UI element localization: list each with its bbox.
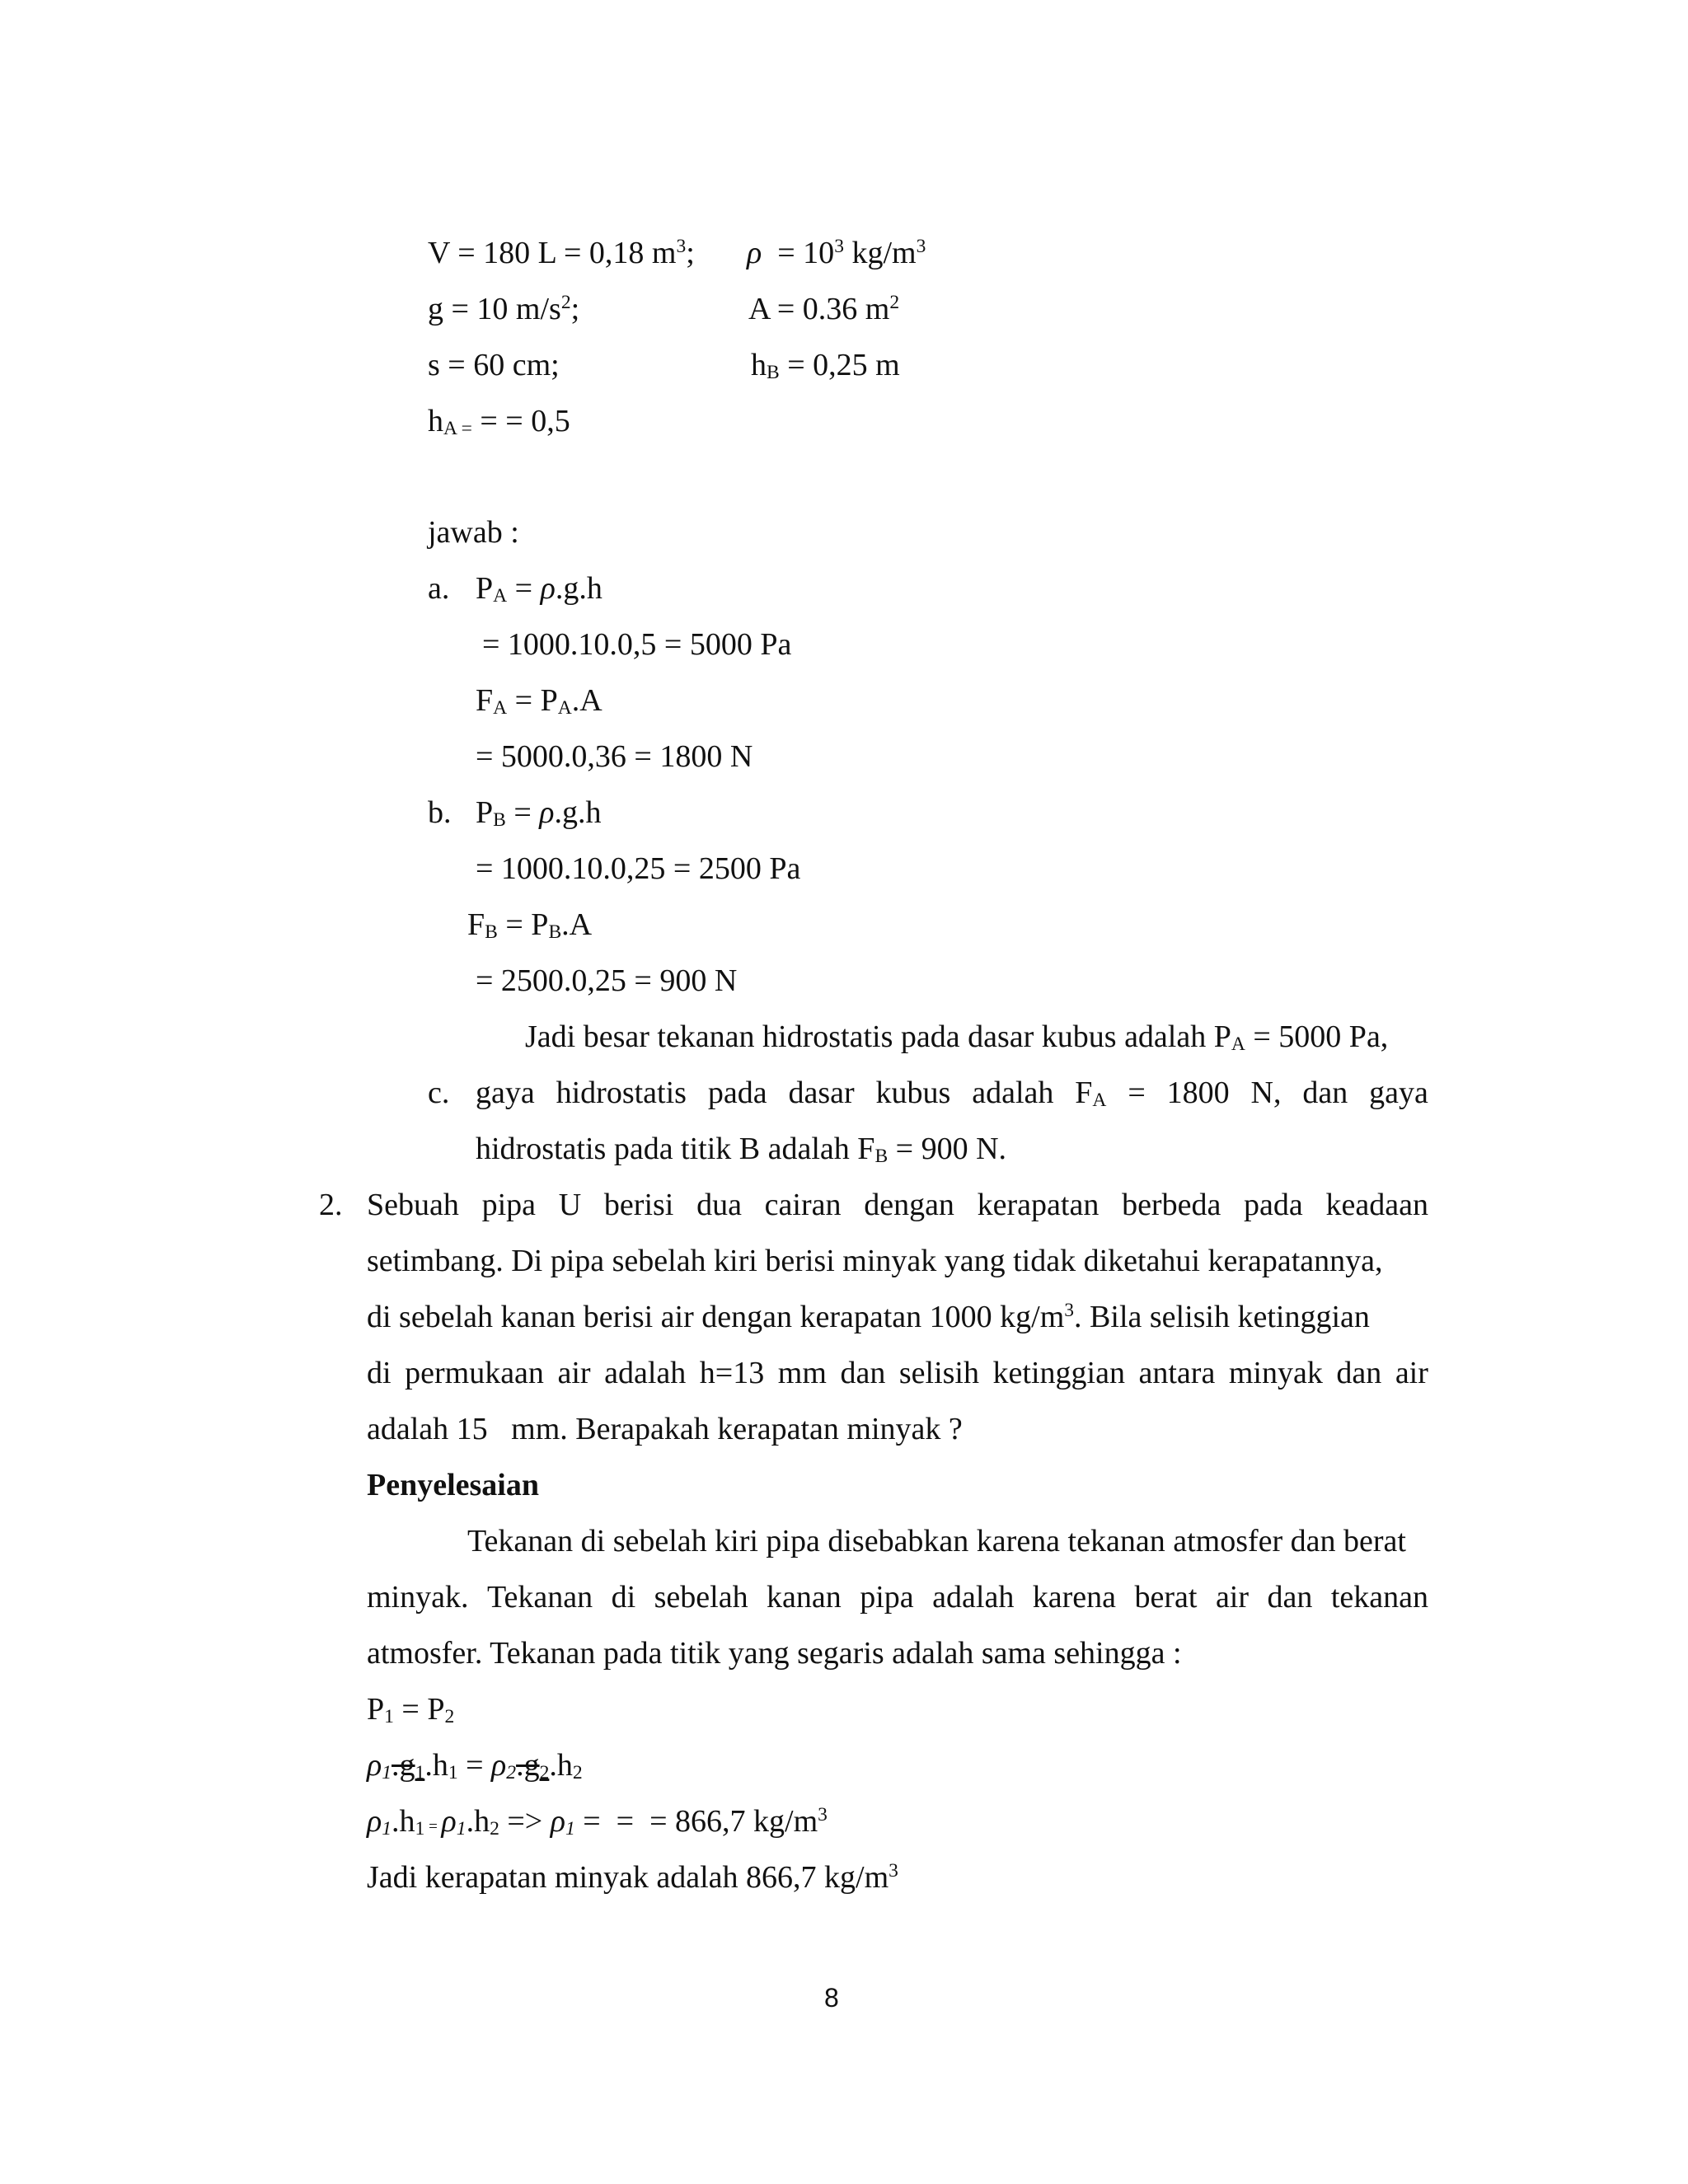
answer-label: jawab : (428, 515, 519, 550)
solution-heading: Penyelesaian (367, 1468, 539, 1502)
given-gravity: g = 10 $m/s^2$; (428, 292, 580, 326)
equation-pressure-balance: P1 = P2 (367, 1692, 455, 1728)
problem-line-1: Sebuah pipa U berisi dua cairan dengan kerapatan berbeda pada keadaan (367, 1188, 1428, 1222)
equation-hydrostatic: ρ1.g1.h1 = ρ2.g2.h2 (367, 1748, 583, 1784)
conclusion-line-3: hidrostatis pada titik B adalah FB = 900 N. (476, 1132, 1007, 1168)
pressure-a-result: = 1000.10.0,5 = 5000 Pa (482, 627, 792, 662)
conclusion-line-1: Jadi besar tekanan hidrostatis pada dasar kubus adalah PA = 5000 Pa, (525, 1019, 1389, 1056)
list-marker-c: c. (428, 1076, 450, 1110)
problem-line-3: di sebelah kanan berisi air dengan kerapatan 1000 $kg/m^3$. Bila selisih ketinggian (367, 1300, 1370, 1334)
given-side: s = 60 cm; (428, 348, 560, 382)
problem-line-5: adalah 15 mm. Berapakah kerapatan minyak ? (367, 1412, 963, 1446)
given-height-a: hA = = = 0,5 (428, 404, 570, 440)
equation-density-result: ρ1.h1 = ρ1.h2 => ρ1 = = = 866,7 $kg/m^3$ (367, 1804, 828, 1840)
pressure-a-formula: PA = ρ.g.h (476, 571, 603, 607)
solution-conclusion: Jadi kerapatan minyak adalah 866,7 $kg/m^3$ (367, 1860, 898, 1895)
force-b-result: = 2500.0,25 = 900 N (476, 963, 738, 998)
problem-line-2: setimbang. Di pipa sebelah kiri berisi minyak yang tidak diketahui kerapatannya, (367, 1244, 1383, 1278)
page-number: 8 (824, 1983, 839, 2013)
force-a-formula: FA = PA.A (476, 683, 603, 719)
given-density: $\rho = 10^3$ $kg/m^3$ (747, 236, 926, 270)
force-b-formula: FB = PB.A (467, 907, 593, 944)
given-volume: V = 180 L = 0,18 $m^3$; (428, 236, 695, 270)
conclusion-line-2: gaya hidrostatis pada dasar kubus adalah FA = 1800 N, dan gaya (476, 1076, 1428, 1112)
pressure-b-result: = 1000.10.0,25 = 2500 Pa (476, 851, 801, 886)
solution-paragraph-line-2: minyak. Tekanan di sebelah kanan pipa adalah karena berat air dan tekanan (367, 1580, 1428, 1615)
given-height-b: hB = 0,25 m (751, 348, 900, 384)
list-marker-b: b. (428, 795, 452, 830)
problem-number: 2. (319, 1188, 343, 1222)
problem-line-4: di permukaan air adalah h=13 mm dan selisih ketinggian antara minyak dan air (367, 1356, 1428, 1390)
solution-paragraph-line-3: atmosfer. Tekanan pada titik yang segaris adalah sama sehingga : (367, 1636, 1182, 1671)
list-marker-a: a. (428, 571, 450, 606)
force-a-result: = 5000.0,36 = 1800 N (476, 739, 753, 774)
given-area: A = 0.36 $m^2$ (748, 292, 900, 326)
pressure-b-formula: PB = ρ.g.h (476, 795, 602, 832)
solution-paragraph-line-1: Tekanan di sebelah kiri pipa disebabkan karena tekanan atmosfer dan berat (467, 1524, 1406, 1558)
